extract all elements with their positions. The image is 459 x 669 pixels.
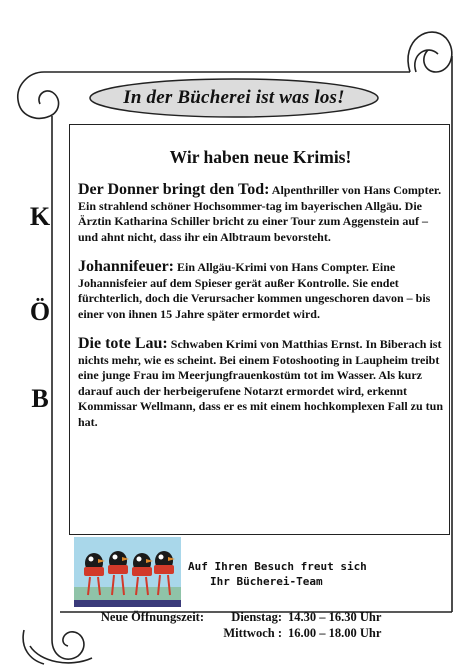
opening-hours [88,609,428,641]
header-title: In der Bücherei ist was los! [123,87,345,108]
book-entry [78,336,443,430]
book-entry [78,182,443,245]
hours-row [88,625,428,641]
greeting [188,559,438,589]
side-letter-k: K [29,202,51,231]
book-title: Johannifeuer: [78,258,174,275]
book-title: Der Donner bringt den Tod: [78,181,270,198]
side-letter-oe: Ö [29,297,51,326]
greeting-line-1: Auf Ihren Besuch freut sich [188,560,367,573]
footer [72,537,448,607]
hours-day: Mittwoch : [223,626,282,640]
greeting-line-2: Ihr Bücherei-Team [210,575,323,588]
hours-label: Neue Öffnungszeit: [100,610,204,624]
hours-day: Dienstag: [231,610,282,624]
book-description: Schwaben Krimi von Matthias Ernst. In Biberach ist nichts mehr, wie es scheint. Bei einem Fotoshooting in Laupheim treibt eine junge Frau im Meerjungfrauenkostüm tot im Wasser. Als kurz darauf auch der herbeigerufene Notarzt ermordet wird, erkennt Kommissar Wellmann, dass er es mit einem hochkomplexen Fall zu tun hat. [78,337,444,429]
book-description: Alpenthriller von Hans Compter. Ein strahlend schöner Hochsommer-tag im bayerischen Allgäu. Die Ärztin Katharina Schiller bricht zu einer Tour zum Aggenstein auf – und ahnt nicht, dass ihr ein Albtraum bevorsteht. [78,183,442,244]
reading-birds-image [74,537,181,607]
news-title: Wir haben neue Krimis! [169,147,352,167]
hours-time: 16.00 – 18.00 Uhr [288,626,382,640]
logo-strip [74,600,181,607]
news-box [69,124,450,535]
book-title: Die tote Lau: [78,335,168,352]
hours-time: 14.30 – 16.30 Uhr [288,610,382,624]
side-letter-b: B [31,384,49,413]
book-description: Ein Allgäu-Krimi von Hans Compter. Eine Johannisfeier auf dem Spieser gerät außer Kontrolle. Sie endet fürchterlich, doch die Verursacher kommen ungeschoren davon – bis einer von ihnen 15 Jahre später ermordet wird. [78,260,431,321]
hours-row [88,609,428,625]
book-entry [78,259,443,322]
